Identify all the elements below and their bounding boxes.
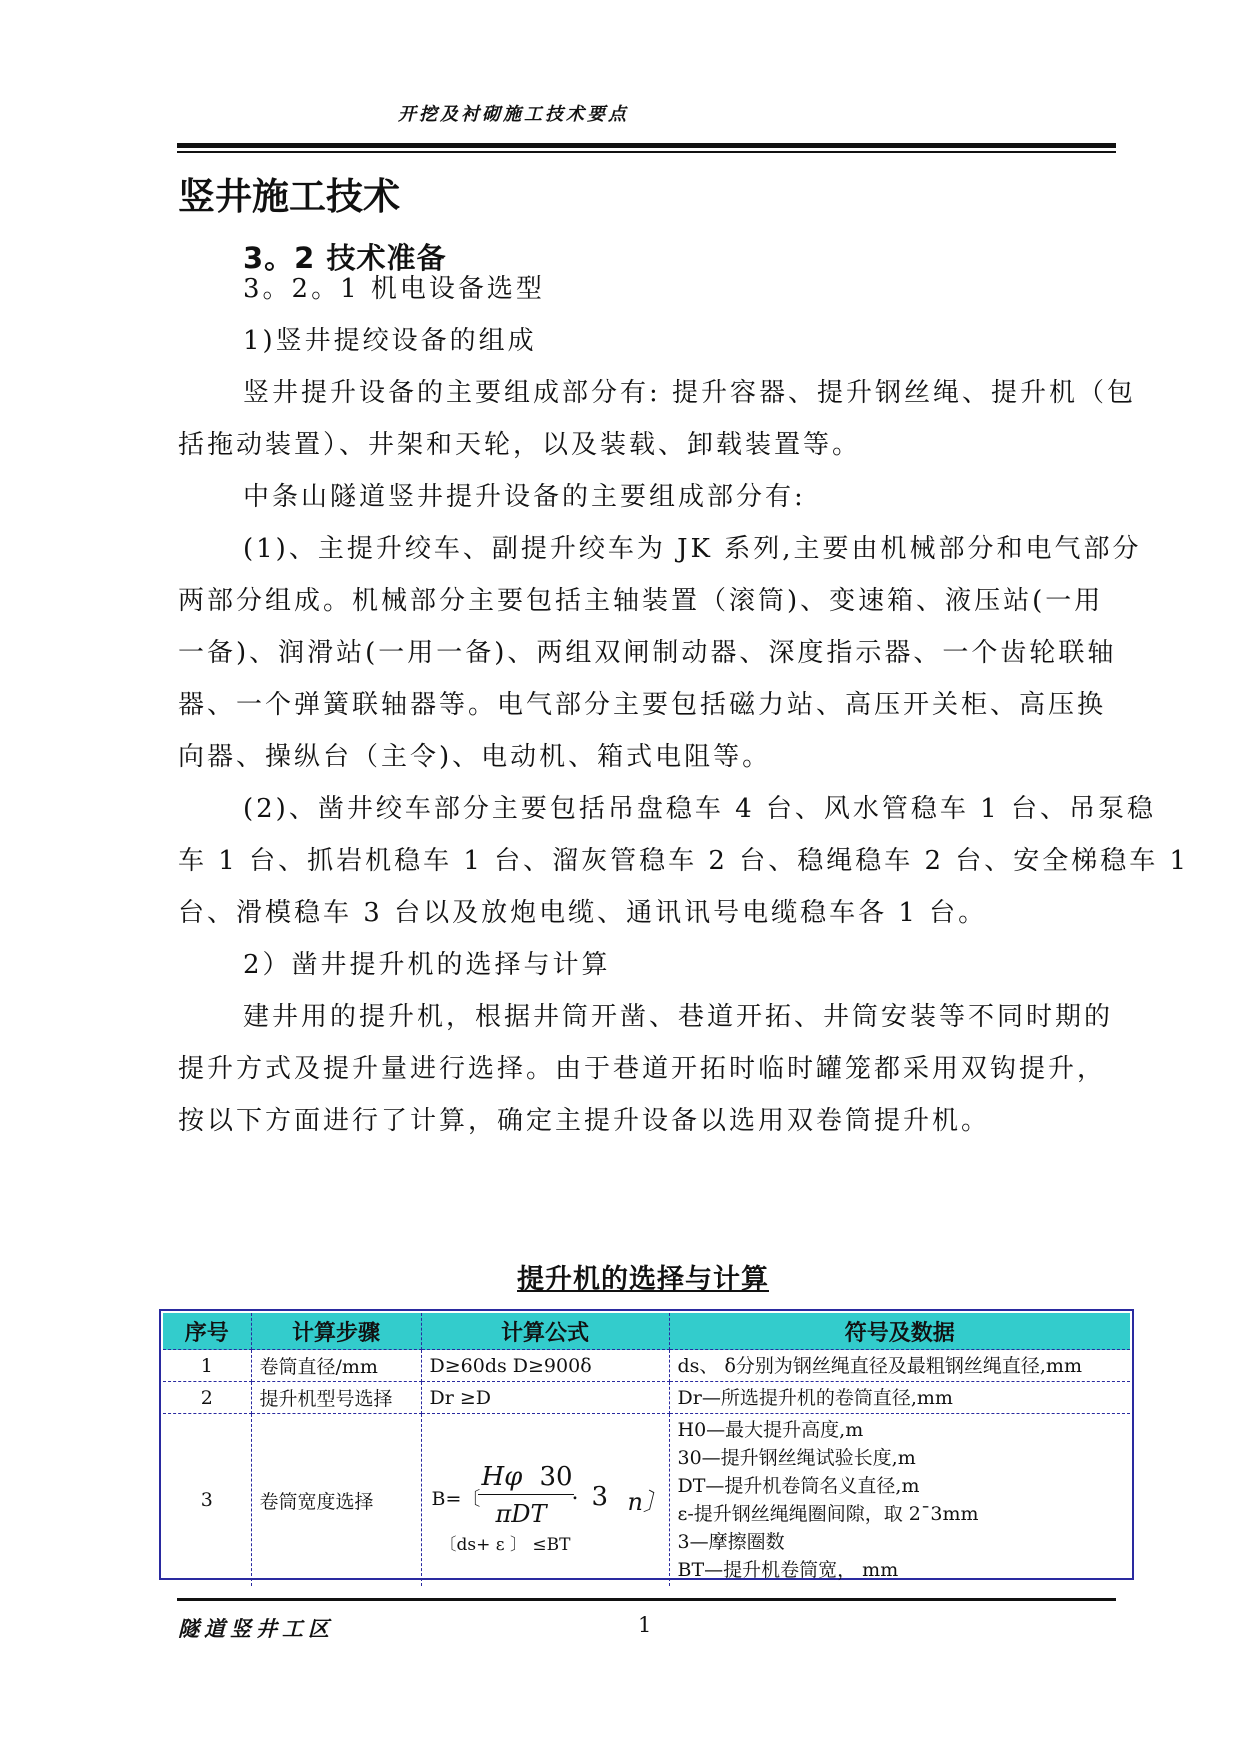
running-header: 开挖及衬砌施工技术要点 <box>398 104 629 125</box>
formula-n: n〕 <box>627 1488 667 1516</box>
paragraph-line: 器、一个弹簧联轴器等。电气部分主要包括磁力站、高压开关柜、高压换 <box>178 690 1107 720</box>
paragraph-line: 中条山隧道竖井提升设备的主要组成部分有: <box>243 482 806 512</box>
cell-no: 3 <box>163 1414 251 1587</box>
symbol-line: 30—提升钢丝绳试验长度,m <box>677 1447 916 1469</box>
symbol-line: Dr—所选提升机的卷筒直径,mm <box>677 1386 953 1409</box>
cell-symbols <box>669 1414 1130 1587</box>
header-cell-formula: 计算公式 <box>421 1313 669 1350</box>
paragraph-line: 向器、操纵台（主令)、电动机、箱式电阻等。 <box>178 742 772 772</box>
header-rule-thin <box>177 151 1116 153</box>
formula-three: 3 <box>591 1482 609 1512</box>
paragraph-line: 括拖动装置）、井架和天轮，以及装载、卸载装置等。 <box>178 430 862 460</box>
table-row <box>163 1382 1130 1414</box>
subsection-heading: 3。2。1 机电设备选型 <box>243 274 545 304</box>
symbol-line: DT—提升机卷筒名义直径,m <box>677 1475 920 1497</box>
formula-tail: 〔ds+ ε 〕 ≤BT <box>439 1535 571 1555</box>
list-heading: 2）凿井提升机的选择与计算 <box>243 950 611 980</box>
document-title: 竖井施工技术 <box>178 175 400 218</box>
width-formula <box>422 1418 669 1582</box>
formula-dot: . <box>571 1480 579 1505</box>
symbol-line: BT—提升机卷筒宽， mm <box>677 1559 899 1581</box>
cell-formula <box>421 1414 669 1587</box>
table-title: 提升机的选择与计算 <box>517 1264 769 1295</box>
table-header-row <box>163 1313 1130 1350</box>
table-row <box>163 1350 1130 1382</box>
calc-table <box>163 1313 1130 1586</box>
cell-no: 2 <box>163 1382 251 1414</box>
symbol-line: H0—最大提升高度,m <box>677 1419 864 1441</box>
formula-fraction-bar <box>478 1494 574 1495</box>
paragraph-line: (2)、凿井绞车部分主要包括吊盘稳车 4 台、风水管稳车 1 台、吊泵稳 <box>243 794 1156 824</box>
calc-table-frame <box>159 1309 1134 1580</box>
cell-symbols <box>669 1382 1130 1414</box>
paragraph-line: 建井用的提升机，根据井筒开凿、巷道开拓、井筒安装等不同时期的 <box>243 1002 1114 1032</box>
cell-step: 提升机型号选择 <box>251 1382 421 1414</box>
section-heading: 3。2 技术准备 <box>243 241 447 275</box>
footer-rule <box>177 1598 1116 1601</box>
paragraph-line: 一备)、润滑站(一用一备)、两组双闸制动器、深度指示器、一个齿轮联轴 <box>178 638 1117 668</box>
formula-denominator: πDT <box>495 1500 547 1528</box>
symbol-line: 3—摩擦圈数 <box>677 1531 785 1553</box>
header-cell-step: 计算步骤 <box>251 1313 421 1350</box>
paragraph-line: (1)、主提升绞车、副提升绞车为 JK 系列,主要由机械部分和电气部分 <box>243 534 1142 564</box>
paragraph-line: 提升方式及提升量进行选择。由于巷道开拓时临时罐笼都采用双钩提升， <box>178 1054 1107 1084</box>
formula-prefix: B=〔 <box>431 1488 481 1510</box>
cell-formula: Dr ≥D <box>421 1382 669 1414</box>
header-cell-no: 序号 <box>163 1313 251 1350</box>
formula-numerator-a: Hφ <box>481 1462 523 1492</box>
paragraph-line: 竖井提升设备的主要组成部分有: 提升容器、提升钢丝绳、提升机（包 <box>243 378 1137 408</box>
page-number: 1 <box>638 1613 652 1637</box>
symbol-line: ds、 δ分别为钢丝绳直径及最粗钢丝绳直径,mm <box>677 1354 1082 1377</box>
header-rule-thick <box>177 143 1116 148</box>
paragraph-line: 按以下方面进行了计算，确定主提升设备以选用双卷筒提升机。 <box>178 1106 991 1136</box>
cell-formula: D≥60ds D≥900δ <box>421 1350 669 1382</box>
cell-symbols <box>669 1350 1130 1382</box>
header-cell-symbols: 符号及数据 <box>669 1313 1130 1350</box>
paragraph-line: 台、滑模稳车 3 台以及放炮电缆、通讯讯号电缆稳车各 1 台。 <box>178 898 988 928</box>
footer-label: 隧道竖井工区 <box>178 1616 334 1641</box>
cell-step: 卷筒直径/mm <box>251 1350 421 1382</box>
list-heading: 1)竖井提绞设备的组成 <box>243 326 537 356</box>
paragraph-line: 两部分组成。机械部分主要包括主轴装置（滚筒)、变速箱、液压站(一用 <box>178 586 1104 616</box>
paragraph-line: 车 1 台、抓岩机稳车 1 台、溜灰管稳车 2 台、稳绳稳车 2 台、安全梯稳车 1 <box>178 846 1190 876</box>
symbol-line: ε-提升钢丝绳绳圈间隙，取 2¯3mm <box>677 1503 979 1525</box>
formula-numerator-b: 30 <box>539 1462 573 1492</box>
table-row <box>163 1414 1130 1587</box>
cell-no: 1 <box>163 1350 251 1382</box>
cell-step: 卷筒宽度选择 <box>251 1414 421 1587</box>
